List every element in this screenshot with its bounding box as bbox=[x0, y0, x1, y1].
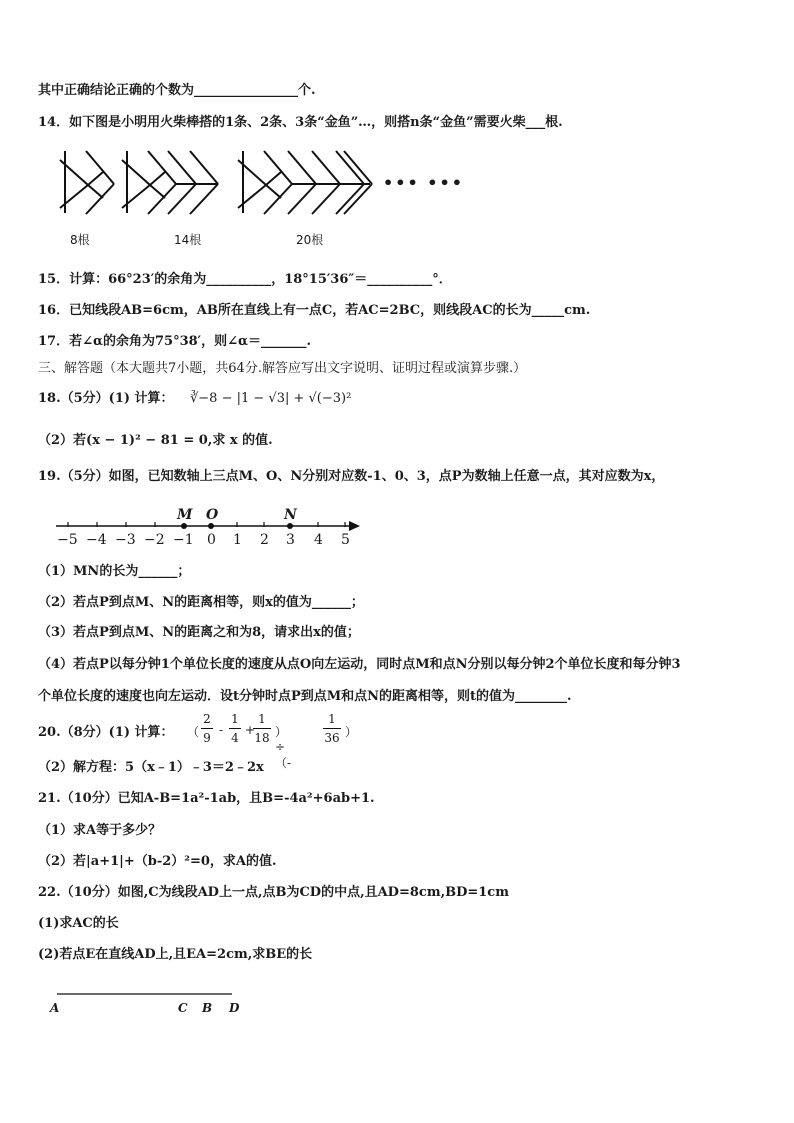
fish-1 bbox=[60, 151, 114, 214]
tick-label: 5 bbox=[341, 532, 350, 548]
question-19-4a: （4）若点P以每分钟1个单位长度的速度从点O向左运动，同时点M和点N分别以每分钟2个单位长度和每分钟3 bbox=[38, 657, 681, 672]
label-m: M bbox=[177, 507, 193, 523]
tick-label: 1 bbox=[233, 532, 242, 548]
section-heading: 三、解答题（本大题共7小题，共64分.解答应写出文字说明、证明过程或演算步骤.） bbox=[38, 361, 527, 376]
tick-label: −3 bbox=[115, 532, 136, 548]
fish-caption-1: 8根 bbox=[70, 233, 90, 247]
frac-num: 2 bbox=[203, 712, 211, 726]
question-19-3: （3）若点P到点M、N的距离之和为8，请求出x的值； bbox=[38, 625, 360, 640]
fish-2 bbox=[122, 151, 218, 214]
question-22-1: (1)求AC的长 bbox=[38, 916, 119, 931]
question-20b: （2）解方程：5（x﹣1）﹣3＝2﹣2x bbox=[38, 760, 264, 775]
frac-den: 4 bbox=[231, 731, 239, 745]
question-14: 14．如下图是小明用火柴棒搭的1条、2条、3条“金鱼”…，则搭n条“金鱼”需要火柴___根. bbox=[38, 115, 563, 130]
tick-label: 2 bbox=[260, 532, 269, 548]
question-19-4b: 个单位长度的速度也向左运动．设t分钟时点P到点M和点N的距离相等，则t的值为________. bbox=[38, 689, 572, 704]
fish-3 bbox=[238, 151, 372, 214]
question-21: 21.（10分）已知A-B=1a²-1ab，且B=-4a²+6ab+1. bbox=[38, 791, 375, 806]
frac-num: 1 bbox=[328, 712, 336, 726]
question-22: 22.（10分）如图,C为线段AD上一点,点B为CD的中点,且AD=8cm,BD=1cm bbox=[38, 885, 509, 900]
question-15: 15．计算：66°23′的余角为__________，18°15′36″＝__________°． bbox=[38, 272, 452, 287]
frac-num: 1 bbox=[231, 712, 239, 726]
question-18b: （2）若(x − 1)² − 81 = 0,求 x 的值. bbox=[38, 433, 273, 448]
question-19-1: （1）MN的长为______； bbox=[38, 564, 191, 579]
tick-label: −5 bbox=[57, 532, 78, 548]
question-21-1: （1）求A等于多少？ bbox=[38, 823, 162, 838]
frac-den: 36 bbox=[324, 731, 340, 745]
question-20a: 20.（8分）(1) 计算： bbox=[38, 725, 174, 740]
label-c: C bbox=[178, 1001, 188, 1015]
question-21-2: （2）若|a+1|+（b-2）²=0，求A的值. bbox=[38, 854, 277, 869]
question-18a: 18.（5分）(1) 计算： bbox=[38, 391, 174, 406]
fish-caption-2: 14根 bbox=[174, 233, 202, 247]
frac-den: 9 bbox=[203, 731, 211, 745]
question-19: 19.（5分）如图，已知数轴上三点M、O、N分别对应数-1、0、3，点P为数轴上任意一点，其对应数为x， bbox=[38, 469, 665, 484]
tick-label: −1 bbox=[173, 532, 194, 548]
tick-label: 0 bbox=[207, 532, 216, 548]
label-b: B bbox=[202, 1001, 213, 1015]
tick-label: 4 bbox=[314, 532, 323, 548]
label-d: D bbox=[229, 1001, 240, 1015]
fish-caption-3: 20根 bbox=[296, 233, 324, 247]
question-19-2: （2）若点P到点M、N的距离相等，则x的值为______； bbox=[38, 595, 364, 610]
answer-line-13: 其中正确结论正确的个数为________________个. bbox=[38, 83, 316, 98]
question-16: 16．已知线段AB=6cm，AB所在直线上有一点C，若AC=2BC，则线段AC的长为_____cm. bbox=[38, 303, 591, 318]
tick-label: 3 bbox=[286, 532, 295, 548]
ellipsis-dots: ••• ••• bbox=[383, 173, 464, 192]
tick-label: −4 bbox=[86, 532, 107, 548]
question-17: 17．若∠α的余角为75°38′，则∠α＝_______. bbox=[38, 334, 312, 349]
label-o: O bbox=[206, 507, 219, 523]
frac-den: 18 bbox=[254, 731, 270, 745]
label-n: N bbox=[284, 507, 297, 523]
question-22-2: (2)若点E在直线AD上,且EA=2cm,求BE的长 bbox=[38, 947, 313, 962]
label-a: A bbox=[50, 1001, 60, 1015]
question-18a-expression: ∛−8 − |1 − √3| + √(−3)² bbox=[190, 391, 352, 406]
frac-num: 1 bbox=[258, 712, 266, 726]
tick-label: −2 bbox=[144, 532, 165, 548]
